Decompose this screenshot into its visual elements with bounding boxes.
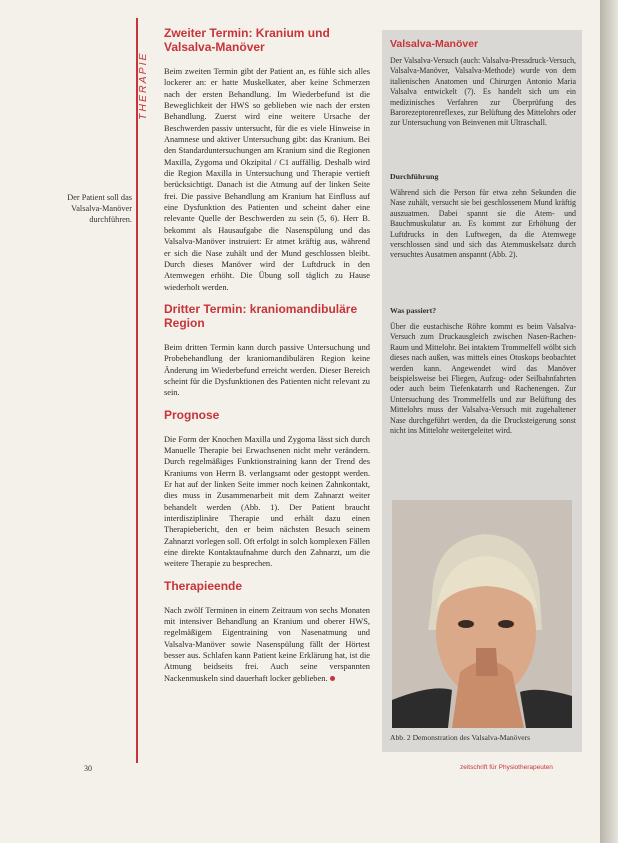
section-rule	[136, 18, 138, 763]
valsalva-photo	[392, 500, 572, 728]
box-subheading-procedure: Durchführung	[390, 172, 439, 181]
page-number: 30	[84, 764, 92, 773]
heading-prognosis: Prognose	[164, 407, 220, 422]
page-edge	[600, 0, 618, 843]
end-mark-icon	[330, 676, 335, 681]
photo-caption: Abb. 2 Demonstration des Valsalva-Manövers	[390, 733, 531, 742]
heading-second-appointment: Zweiter Termin: Kranium und Valsalva-Manöver	[164, 26, 330, 54]
margin-note: Der Patient soll das Valsalva-Manöver durchführen.	[67, 193, 132, 224]
paragraph-therapy-end-text: Nach zwölf Terminen in einem Zeitraum von sechs Monaten mit intensiver Behandlung an Kranium und oberer HWS, regelmäßigem Eigentraining von Nasenatmung und Valsalva-Manöver sowie Nasenspülung fällt der Hörtest besser aus. Schlafen kann Patient keine Erklärung hat, ist die Atmung beidseits frei. Auch seine verspannten Nackenmuskeln sind dauerhaft locker geblieben.	[164, 605, 370, 683]
box-title: Valsalva-Manöver	[390, 38, 479, 50]
main-column	[164, 26, 370, 684]
info-box	[382, 30, 582, 752]
section-label: THERAPIE	[137, 51, 149, 120]
box-subheading-what-happens: Was passiert?	[390, 306, 437, 315]
box-procedure-text: Während sich die Person für etwa zehn Sekunden die Nase zuhält, versucht sie bei geschlossenem Mund kräftig auszuatmen. Dabei spannt sie die Atem- und Bauchmuskulatur an. Es kommt zur Erhöhung der Luftdrucks in den Luftwegen, da die Atemwege verschlossen sind und sich das Atemmuskelsatz durch versuchtes Ausatmen anspannt (Abb. 2).	[390, 188, 576, 260]
heading-third-appointment: Dritter Termin: kraniomandibuläre Region	[164, 301, 358, 330]
person-illustration-icon	[392, 500, 572, 728]
footer-text: zeitschrift für Physiotherapeuten	[460, 764, 553, 771]
paragraph-third-appointment: Beim dritten Termin kann durch passive Untersuchung und Probebehandlung der kraniomandibulären Region keine Änderung im Wiederbefund erreicht werden. Dieser Bereich scheint für die Dysfunktionen des Patienten nicht relevant zu sein.	[164, 342, 370, 398]
paragraph-prognosis: Die Form der Knochen Maxilla und Zygoma lässt sich durch Manuelle Therapie bei Erwachsenen nicht mehr verändern. Durch regelmäßiges Funktionstraining kann der Trend des Kraniums von Herrn B. verlangsamt oder gestoppt werden. Er hat auf der linken Seite immer noch keinen Zahnkontakt, dies muss in Zusammenarbeit mit dem Zahnarzt weiter behandelt werden (Abb. 1). Der Patient braucht interdisziplinäre Therapie und erhält dazu einen Therapiebericht, den er beim nächsten Besuch seinem Zahnarzt vorlegen soll. Oft erfolgt in solch komplexen Fällen eine direkte Kontaktaufnahme durch den Zahnarzt, um die weitere Therapie zu besprechen.	[164, 434, 370, 569]
paragraph-second-appointment: Beim zweiten Termin gibt der Patient an, es fühle sich alles lockerer an: er hatte Muskelkater, aber keine Schmerzen nach der ersten Behandlung. Im Wiederbefund ist die Beweglichkeit der HWS so geblieben wie nach der ersten Behandlung. Zuerst wird eine weitere Ursache der Beschwerden passiv untersucht, für die es viele Hinweise in Anamnese und aktiver Untersuchung gibt: das Kranium. Bei den Standarduntersuchungen am Kranium sind die Regionen Maxilla, Zygoma und Okzipital / C1 auffällig. Deshalb wird die Region Maxilla in Untersuchung und Therapie vertieft berücksichtigt. Danach ist die Atmung auf der linken Seite frei. Die passive Behandlung am Kranium hat Einfluss auf eine Dysfunktion des Patienten und scheint daher eine relevante Quelle der Beschwerden zu sein (5, 6). Herr B. bekommt als Hausaufgabe die Nasenspülung und das Valsalva-Manöver instruiert: Er atmet kräftig aus, während er sich die Nase zuhält und der Mund geschlossen bleibt. Durch dieses Manöver wird der Luftdruck in den Atemwegen erhöht. Die Übung soll täglich zu Hause wiederholt werden.	[164, 67, 370, 292]
heading-therapy-end: Therapieende	[164, 578, 243, 593]
paragraph-therapy-end	[164, 605, 370, 684]
box-intro: Der Valsalva-Versuch (auch: Valsalva-Pressdruck-Versuch, Valsalva-Manöver, Valsalva-Methode) wurde von dem italienischen Anatomen und Chirurgen Antonio Maria Valsalva entwickelt (7). Es handelt sich um ein medizinisches Verfahren zur Überprüfung des Barorezeptorenreflexes, zur Belüftung des Mittelohrs oder zur Untersuchung von Beinvenen mit Ultraschall.	[390, 56, 576, 128]
box-what-happens-text: Über die eustachische Röhre kommt es beim Valsalva-Versuch zum Druckausgleich zwischen Nasen-Rachen-Raum und Mittelohr. Bei intaktem Trommelfell wölbt sich dieses nach außen, was mittels eines Otoskops beobachtet werden kann. Angewendet wird das Manöver beispielsweise bei Fliegen, Aufzug- oder Seilbahnfahrten oder auch beim Tiefenkatarrh und Rachenengen. Zur Untersuchung des Trommelfells und zur Belüftung des Mittelohrs muss der Valsalva-Versuch mit zugehaltener Nase durchgeführt werden, da die Drucksteigerung sonst nicht ins Mittelohr weitergeleitet wird.	[390, 322, 576, 436]
